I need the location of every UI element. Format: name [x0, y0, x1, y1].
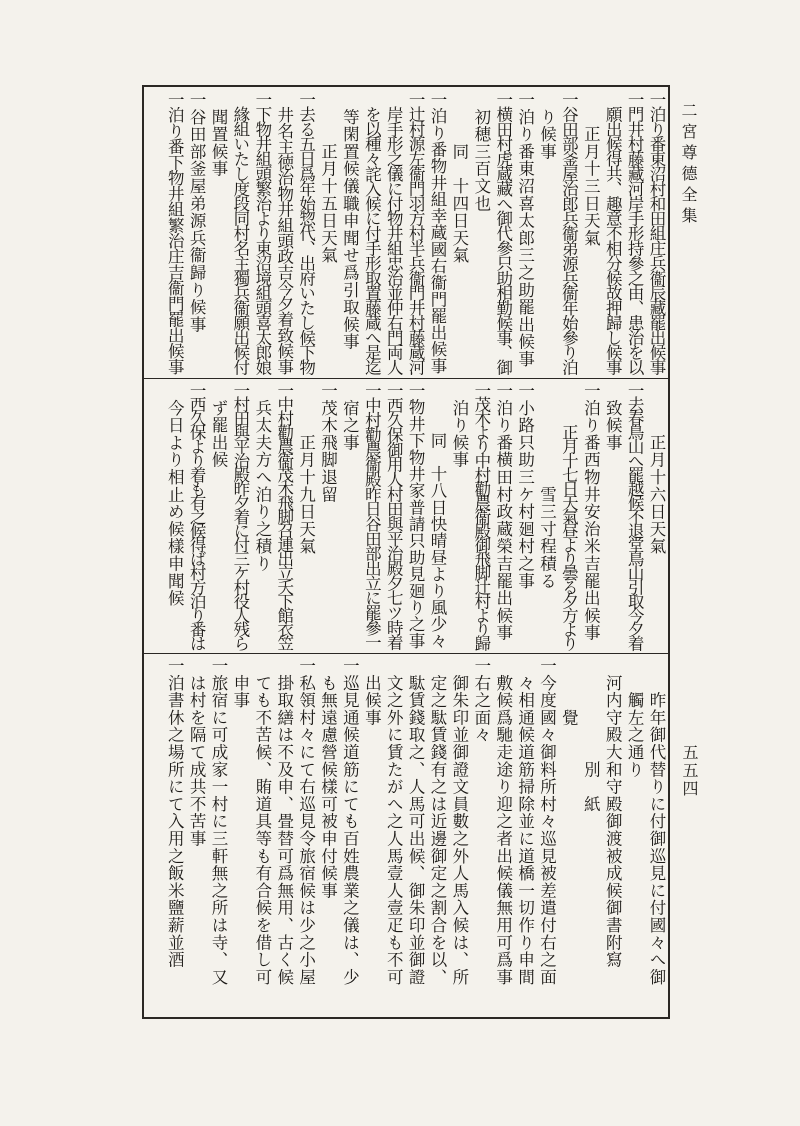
text-column: 井名主徳治物井組頭政吉今夕着致候事	[274, 91, 294, 374]
text-column: を以種々詫入候に付手形取置藤蔵へ是迄	[362, 91, 382, 374]
text-section-top	[146, 91, 664, 374]
text-column: 等閑置候儀職申聞せ爲引取候事	[340, 91, 360, 351]
text-column: 一泊書休之場所にて入用之飯米鹽薪並酒	[165, 657, 185, 969]
text-column: 一茂木飛脚退留	[318, 382, 338, 504]
text-column: も無遠慮營候樣可被申付候事	[318, 657, 338, 900]
text-column: 致候事	[603, 382, 623, 452]
text-column: 今日より相止め候樣申聞候	[165, 382, 185, 607]
text-column: 一谷田部釜屋弟源兵衞歸り候事	[187, 91, 207, 334]
text-column: 一泊り番物井組幸蔵國右衞門罷出候事	[428, 91, 447, 374]
text-column: 一西久保より着も有之候得ば村方泊り番は	[187, 382, 207, 649]
text-column: 駄賃錢取之、人馬可出候、御朱印並御證	[406, 657, 426, 986]
text-column: 一去春鳥山へ罷越候不退堂鳥山引取今夕着	[625, 382, 645, 649]
text-column: 兵太夫方へ泊り之積り	[252, 382, 272, 573]
text-column: 一横田村虎蔵藏へ御代參只助相勤候事、御	[493, 91, 513, 374]
text-column: 一去る五日爲年始惣代、出府いたし候下物	[296, 91, 316, 374]
text-column: 正月十三日天氣	[581, 91, 601, 247]
text-column: 聞置候事	[209, 91, 228, 178]
text-column: 掛取繕は不及申、畳替可爲無用、古く候	[274, 657, 294, 986]
text-column: ても不苦候、賄道具等も有合候を借し可	[252, 657, 272, 986]
text-column: 出候事	[362, 657, 382, 727]
text-column: 一旅宿に可成家一村に三軒無之所は寺、又	[209, 657, 228, 986]
text-column: り候事	[537, 91, 557, 161]
text-column: 一泊り番下物井組繁治庄吉衞門罷出候事	[165, 91, 185, 374]
text-column: 泊り候事	[449, 382, 469, 469]
text-column: 一茂木より中村勸農衞殿御飛脚辻村より歸	[471, 382, 491, 649]
section-divider	[144, 378, 668, 379]
text-column: 正月十五日天氣	[318, 91, 338, 264]
text-column: 別 紙	[581, 657, 601, 813]
text-column: は村を隔て成共不苦事	[187, 657, 207, 848]
text-column: 初穂三百文也	[471, 91, 491, 213]
text-column: 申事	[230, 657, 250, 709]
text-column: 一谷田部釜屋治郎兵衞弟源兵衞年始參り泊	[559, 91, 579, 374]
text-column: 一中村勸農衞茂木飛脚召連出立夭下館衣笠	[274, 382, 294, 649]
text-column: 々相通候道筋掃除並に道橋一切作り申間	[515, 657, 535, 986]
text-column: 一巡見通候道筋にても百姓農業之儀は、少	[340, 657, 360, 986]
text-column: 文之外に賃たがへ之人馬壹人壹疋も不可	[384, 657, 404, 986]
text-column: 一村田與平治殿昨夕着に付三ケ村役人残ら	[230, 382, 250, 649]
text-column: 願出候得共、趣意不相分候故押歸し候事	[603, 91, 623, 374]
section-divider	[144, 653, 668, 654]
text-column: 一泊り番西物井安治米吉罷出候事	[581, 382, 601, 642]
text-section-bottom	[146, 657, 664, 1013]
text-column: 緣組いたし度段同村名主獨兵衞願出候付	[230, 91, 250, 374]
text-column: 昨年御代替りに付御巡見に付國々へ御	[647, 657, 666, 986]
text-column: 一今度國々御料所村々巡見被差遣付右之面	[537, 657, 557, 986]
text-column: 一下物井組頭繁治より東沼境組頭喜太郎娘	[252, 91, 272, 374]
text-column: 同 十四日天氣	[449, 91, 469, 264]
text-column: 雪三寸程積る	[537, 382, 557, 590]
text-column: 岸手形之儀に付物井組忠治並仲右門両人	[384, 91, 404, 374]
text-column: ず罷出候	[209, 382, 228, 469]
text-column: 同 十八日快晴昼より風少々	[428, 382, 447, 649]
text-column: 正月十七日天氣昼より曇る夕方より	[559, 382, 579, 649]
text-column: 一泊り番横田村政蔵榮吉罷出候事	[493, 382, 513, 642]
text-column: 觸左之通り	[625, 657, 645, 779]
text-column: 御朱印並御證文員數之外人馬入候は、所	[449, 657, 469, 986]
running-head: 二宮尊德全集	[679, 102, 698, 228]
text-column: 一小路只助三ケ村廻村之事	[515, 382, 535, 590]
text-column: 一西久保御用人村田與平治殿夕七ツ時着	[384, 382, 404, 649]
text-column: 正月十九日天氣	[296, 382, 316, 555]
text-column: 一辻村源左衞門羽方村半兵衞門井村藤蔵河	[406, 91, 426, 374]
text-column: 正月十六日天氣	[647, 382, 666, 555]
text-column: 敷候爲馳走途り迎之者出候儀無用可爲事	[493, 657, 513, 986]
page-number: 五五四	[680, 744, 699, 798]
text-column: 河内守殿大和守殿御渡被成候御書附寫	[603, 657, 623, 969]
text-column: 一泊り番東沼村和田組庄兵衞辰藏罷出候事	[647, 91, 666, 374]
text-column: 定之駄賃錢有之は近邊御定之割合を以、	[428, 657, 447, 986]
text-column: 一物井下物井家普請只助見廻り之事	[406, 382, 426, 649]
text-column: 一私領村々にて右巡見令旅宿候は少之小屋	[296, 657, 316, 986]
text-section-middle	[146, 382, 664, 649]
text-column: 一門井村藤藏河岸手形持參之由、患治を以	[625, 91, 645, 374]
text-column: 宿之事	[340, 382, 360, 452]
text-column: 一右之面々	[471, 657, 491, 744]
text-column: 覺	[559, 657, 579, 727]
text-column: 一泊り番東沼喜太郎三之助罷出候事	[515, 91, 535, 368]
text-column: 一中村勸農衞殿昨日谷田部出立に罷參一	[362, 382, 382, 649]
